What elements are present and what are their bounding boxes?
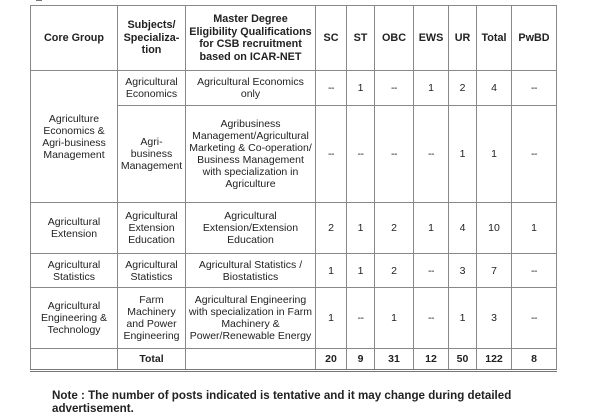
ews-cell: -- bbox=[414, 106, 449, 203]
totals-label: Total bbox=[118, 349, 186, 371]
header-sc: SC bbox=[316, 6, 347, 71]
qualification-cell: Agricultural Engineering with specialization in Farm Machinery & Power/Renewable Energy bbox=[186, 288, 316, 349]
table-header-row bbox=[31, 6, 557, 71]
st-cell: -- bbox=[347, 288, 375, 349]
qualification-cell: Agribusiness Management/Agricultural Marketing & Co-operation/ Business Management with specialization in Agriculture bbox=[186, 106, 316, 203]
qualification-cell: Agricultural Economics only bbox=[186, 71, 316, 106]
pwbd-cell: -- bbox=[512, 106, 557, 203]
st-cell: 1 bbox=[347, 71, 375, 106]
header-obc: OBC bbox=[375, 6, 414, 71]
ur-cell: 3 bbox=[449, 254, 477, 288]
total-ur: 50 bbox=[449, 349, 477, 371]
sc-cell: -- bbox=[316, 106, 347, 203]
st-cell: 1 bbox=[347, 254, 375, 288]
table-row bbox=[31, 254, 557, 288]
ews-cell: 1 bbox=[414, 203, 449, 254]
ur-cell: 4 bbox=[449, 203, 477, 254]
obc-cell: 1 bbox=[375, 288, 414, 349]
obc-cell: 2 bbox=[375, 203, 414, 254]
table-row bbox=[31, 71, 557, 106]
header-qualifications: Master Degree Eligibility Qualifications for CSB recruitment based on ICAR-NET bbox=[186, 6, 316, 71]
table-row bbox=[31, 203, 557, 254]
total-obc: 31 bbox=[375, 349, 414, 371]
core-group-cell: Agriculture Economics & Agri-business Management bbox=[31, 71, 118, 203]
core-group-cell: Agricultural Engineering & Technology bbox=[31, 288, 118, 349]
header-pwbd: PwBD bbox=[512, 6, 557, 71]
totals-qualification-cell bbox=[186, 349, 316, 371]
total-pwbd: 8 bbox=[512, 349, 557, 371]
total-sc: 20 bbox=[316, 349, 347, 371]
subject-cell: Agricultural Extension Education bbox=[118, 203, 186, 254]
header-total: Total bbox=[477, 6, 512, 71]
total-cell: 7 bbox=[477, 254, 512, 288]
pwbd-cell: -- bbox=[512, 71, 557, 106]
pwbd-cell: -- bbox=[512, 288, 557, 349]
qualification-cell: Agricultural Statistics / Biostatistics bbox=[186, 254, 316, 288]
total-cell: 1 bbox=[477, 106, 512, 203]
table-row bbox=[31, 288, 557, 349]
core-group-cell: Agricultural Extension bbox=[31, 203, 118, 254]
obc-cell: -- bbox=[375, 106, 414, 203]
ur-cell: 1 bbox=[449, 288, 477, 349]
ews-cell: -- bbox=[414, 288, 449, 349]
core-group-cell: Agricultural Statistics bbox=[31, 254, 118, 288]
ur-cell: 2 bbox=[449, 71, 477, 106]
subject-cell: Agricultural Economics bbox=[118, 71, 186, 106]
total-st: 9 bbox=[347, 349, 375, 371]
sc-cell: -- bbox=[316, 71, 347, 106]
st-cell: -- bbox=[347, 106, 375, 203]
sc-cell: 1 bbox=[316, 254, 347, 288]
header-subjects: Subjects/ Specializa-tion bbox=[118, 6, 186, 71]
ews-cell: 1 bbox=[414, 71, 449, 106]
total-cell: 3 bbox=[477, 288, 512, 349]
qualification-cell: Agricultural Extension/Extension Education bbox=[186, 203, 316, 254]
subject-cell: Agri-business Management bbox=[118, 106, 186, 203]
ews-cell: -- bbox=[414, 254, 449, 288]
sc-cell: 2 bbox=[316, 203, 347, 254]
page-fragment-mark bbox=[36, 0, 42, 3]
pwbd-cell: 1 bbox=[512, 203, 557, 254]
total-ews: 12 bbox=[414, 349, 449, 371]
st-cell: 1 bbox=[347, 203, 375, 254]
sc-cell: 1 bbox=[316, 288, 347, 349]
pwbd-cell: -- bbox=[512, 254, 557, 288]
totals-row bbox=[31, 349, 557, 371]
subject-cell: Farm Machinery and Power Engineering bbox=[118, 288, 186, 349]
header-ews: EWS bbox=[414, 6, 449, 71]
posts-table bbox=[30, 5, 557, 372]
total-total: 122 bbox=[477, 349, 512, 371]
footnote: Note : The number of posts indicated is tentative and it may change during detailed advertisement. bbox=[52, 389, 512, 415]
totals-empty-cell bbox=[31, 349, 118, 371]
subject-cell: Agricultural Statistics bbox=[118, 254, 186, 288]
header-core-group: Core Group bbox=[31, 6, 118, 71]
header-st: ST bbox=[347, 6, 375, 71]
ur-cell: 1 bbox=[449, 106, 477, 203]
total-cell: 10 bbox=[477, 203, 512, 254]
obc-cell: -- bbox=[375, 71, 414, 106]
total-cell: 4 bbox=[477, 71, 512, 106]
obc-cell: 2 bbox=[375, 254, 414, 288]
header-ur: UR bbox=[449, 6, 477, 71]
